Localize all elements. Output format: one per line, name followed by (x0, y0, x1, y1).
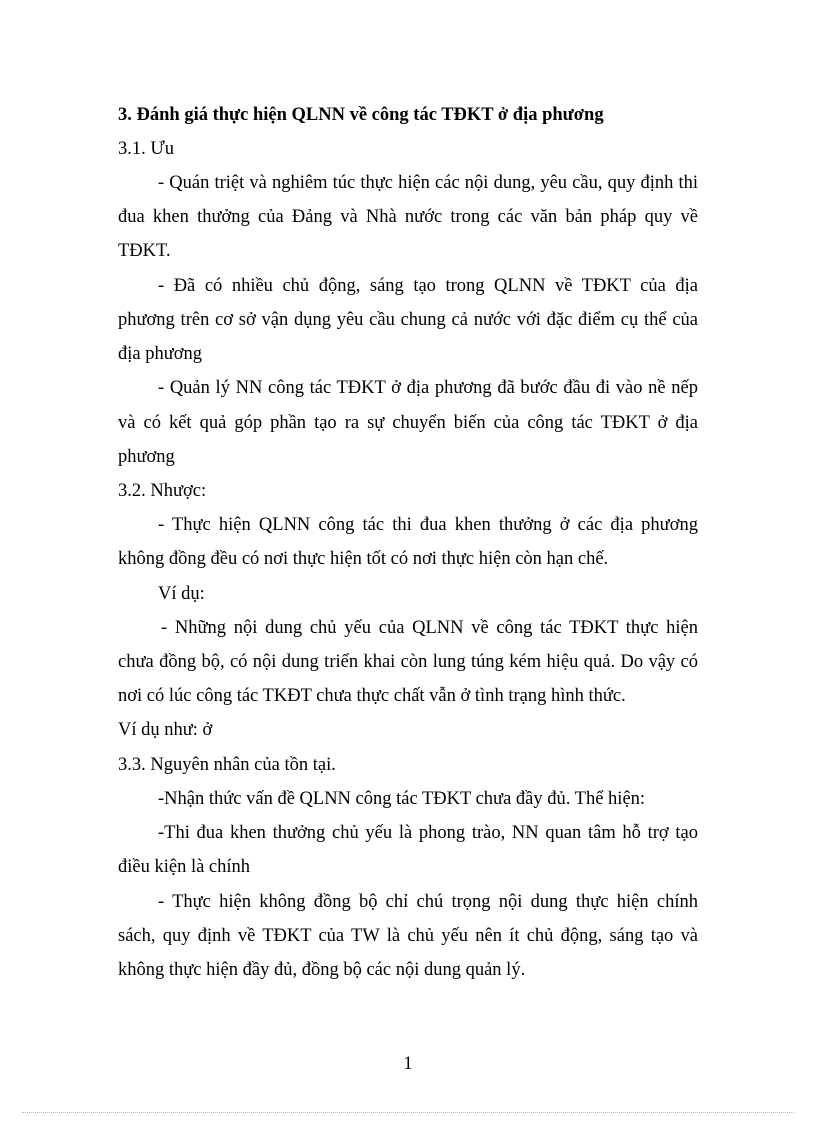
paragraph-line: - Đã có nhiều chủ động, sáng tạo trong QLNN về TĐKT của địa (158, 276, 698, 296)
paragraph-line: - Những nội dung chủ yếu của QLNN về công tác TĐKT thực hiện (161, 618, 698, 638)
paragraph-line: đua khen thưởng của Đảng và Nhà nước trong các văn bản pháp quy về (118, 207, 698, 227)
subsection-3-2-title: 3.2. Nhược: (118, 481, 207, 501)
paragraph-line: -Nhận thức vấn đề QLNN công tác TĐKT chưa đầy đủ. Thể hiện: (158, 789, 646, 809)
paragraph-line: - Quản lý NN công tác TĐKT ở địa phương đã bước đầu đi vào nề nếp (158, 378, 698, 398)
paragraph-line: sách, quy định về TĐKT của TW là chủ yếu nên ít chủ động, sáng tạo và (118, 926, 698, 946)
example-label: Ví dụ: (158, 584, 205, 604)
paragraph-line: không đồng đều có nơi thực hiện tốt có nơi thực hiện còn hạn chế. (118, 549, 609, 569)
paragraph-line: địa phương (118, 344, 203, 364)
paragraph-line: - Thực hiện không đồng bộ chỉ chú trọng nội dung thực hiện chính (158, 892, 698, 912)
page-number: 1 (403, 1054, 413, 1074)
paragraph-line: không thực hiện đầy đủ, đồng bộ các nội dung quản lý. (118, 960, 526, 980)
paragraph-line: - Thực hiện QLNN công tác thi đua khen thưởng ở các địa phương (158, 515, 698, 535)
paragraph-line: và có kết quả góp phần tạo ra sự chuyển biến của công tác TĐKT ở địa (118, 413, 698, 433)
paragraph-line: TĐKT. (118, 241, 171, 261)
example-label: Ví dụ như: ở (118, 720, 213, 740)
paragraph-line: nơi có lúc công tác TKĐT chưa thực chất vẫn ở tình trạng hình thức. (118, 686, 626, 706)
subsection-3-3-title: 3.3. Nguyên nhân của tồn tại. (118, 755, 336, 775)
paragraph-line: -Thi đua khen thưởng chủ yếu là phong trào, NN quan tâm hỗ trợ tạo (158, 823, 698, 843)
section-heading: 3. Đánh giá thực hiện QLNN về công tác TĐKT ở địa phương (118, 105, 604, 125)
paragraph-line: - Quán triệt và nghiêm túc thực hiện các nội dung, yêu cầu, quy định thi (158, 173, 698, 193)
page-bottom-divider (22, 1112, 794, 1113)
paragraph-line: chưa đồng bộ, có nội dung triển khai còn lung túng kém hiệu quả. Do vậy có (118, 652, 698, 672)
paragraph-line: phương (118, 447, 175, 467)
paragraph-line: phương trên cơ sở vận dụng yêu cầu chung cả nước với đặc điểm cụ thể của (118, 310, 698, 330)
paragraph-line: điều kiện là chính (118, 857, 251, 877)
subsection-3-1-title: 3.1. Ưu (118, 139, 174, 159)
